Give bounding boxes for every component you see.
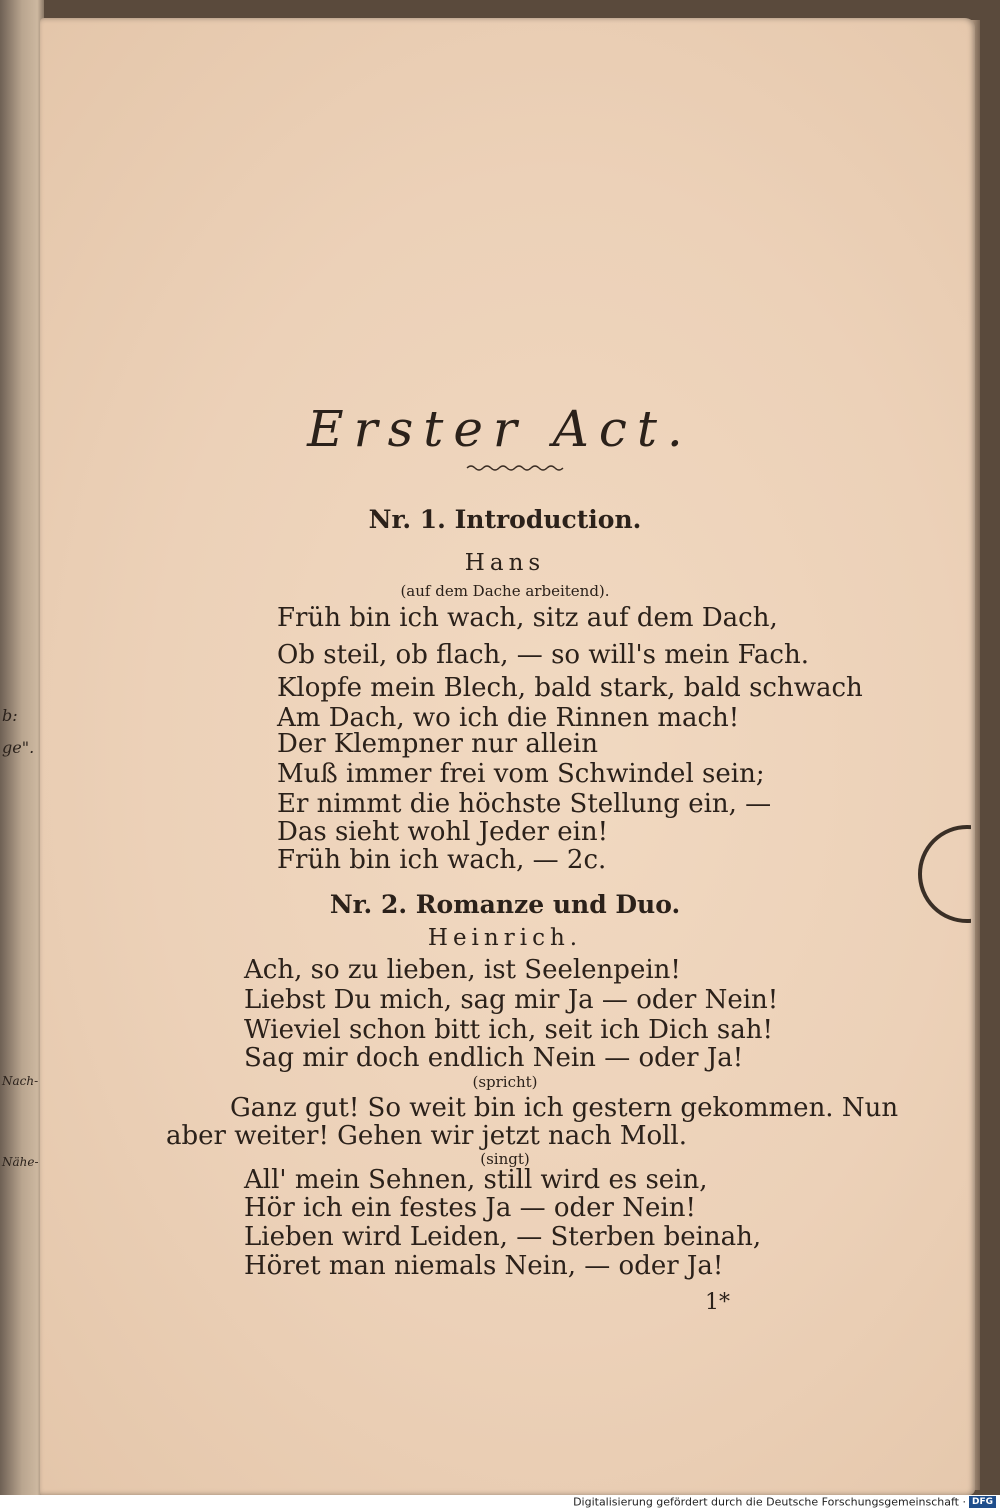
verse-line: Liebst Du mich, sag mir Ja — oder Nein! (244, 985, 779, 1015)
verse-line: Er nimmt die höchste Stellung ein, — (277, 789, 772, 819)
verse-line: Klopfe mein Blech, bald stark, bald schwach (277, 673, 863, 703)
speaker-name: Hans (464, 550, 546, 576)
verse-line: Am Dach, wo ich die Rinnen mach! (277, 703, 740, 733)
verse-line: Sag mir doch endlich Nein — oder Ja! (244, 1043, 744, 1073)
section-heading: Nr. 1. Introduction. (368, 505, 642, 534)
verse-line: Der Klempner nur allein (277, 729, 598, 759)
verse-line: All' mein Sehnen, still wird es sein, (244, 1165, 708, 1195)
left-margin-fragment: b: (2, 706, 18, 725)
verse-line: Hör ich ein festes Ja — oder Nein! (244, 1193, 696, 1223)
verse-line: Wieviel schon bitt ich, seit ich Dich sah! (244, 1015, 773, 1045)
verse-line: Höret man niemals Nein, — oder Ja! (244, 1251, 724, 1281)
act-title: Erster Act. (307, 400, 693, 458)
section-heading: Nr. 2. Romanze und Duo. (329, 890, 681, 919)
verse-line: Früh bin ich wach, sitz auf dem Dach, (277, 603, 778, 633)
verse-line: Lieben wird Leiden, — Sterben beinah, (244, 1222, 762, 1252)
footer-text: Digitalisierung gefördert durch die Deutsche Forschungsgemeinschaft · (573, 1495, 966, 1509)
left-margin-fragment: Nach- (2, 1074, 39, 1088)
stage-direction: (singt) (480, 1150, 530, 1168)
prose-line: Ganz gut! So weit bin ich gestern gekommen. Nun (230, 1093, 899, 1123)
left-margin-fragment: Nähe- (2, 1155, 39, 1169)
speaker-name: Heinrich. (427, 925, 583, 951)
footer-credit (0, 1495, 1000, 1510)
verse-line: Früh bin ich wach, — 2c. (277, 845, 607, 875)
title-ornament (465, 462, 565, 474)
verse-line: Muß immer frei vom Schwindel sein; (277, 759, 765, 789)
verse-line: Ach, so zu lieben, ist Seelenpein! (244, 955, 681, 985)
stage-direction: (spricht) (472, 1073, 538, 1091)
page-number: 1* (705, 1290, 730, 1315)
left-margin-fragment: ge". (2, 738, 35, 757)
prose-line: aber weiter! Gehen wir jetzt nach Moll. (166, 1121, 688, 1151)
verse-line: Ob steil, ob flach, — so will's mein Fach. (277, 640, 809, 670)
verse-line: Das sieht wohl Jeder ein! (277, 817, 609, 847)
stage-direction: (auf dem Dache arbeitend). (400, 582, 610, 600)
dfg-logo: DFG (969, 1496, 996, 1508)
